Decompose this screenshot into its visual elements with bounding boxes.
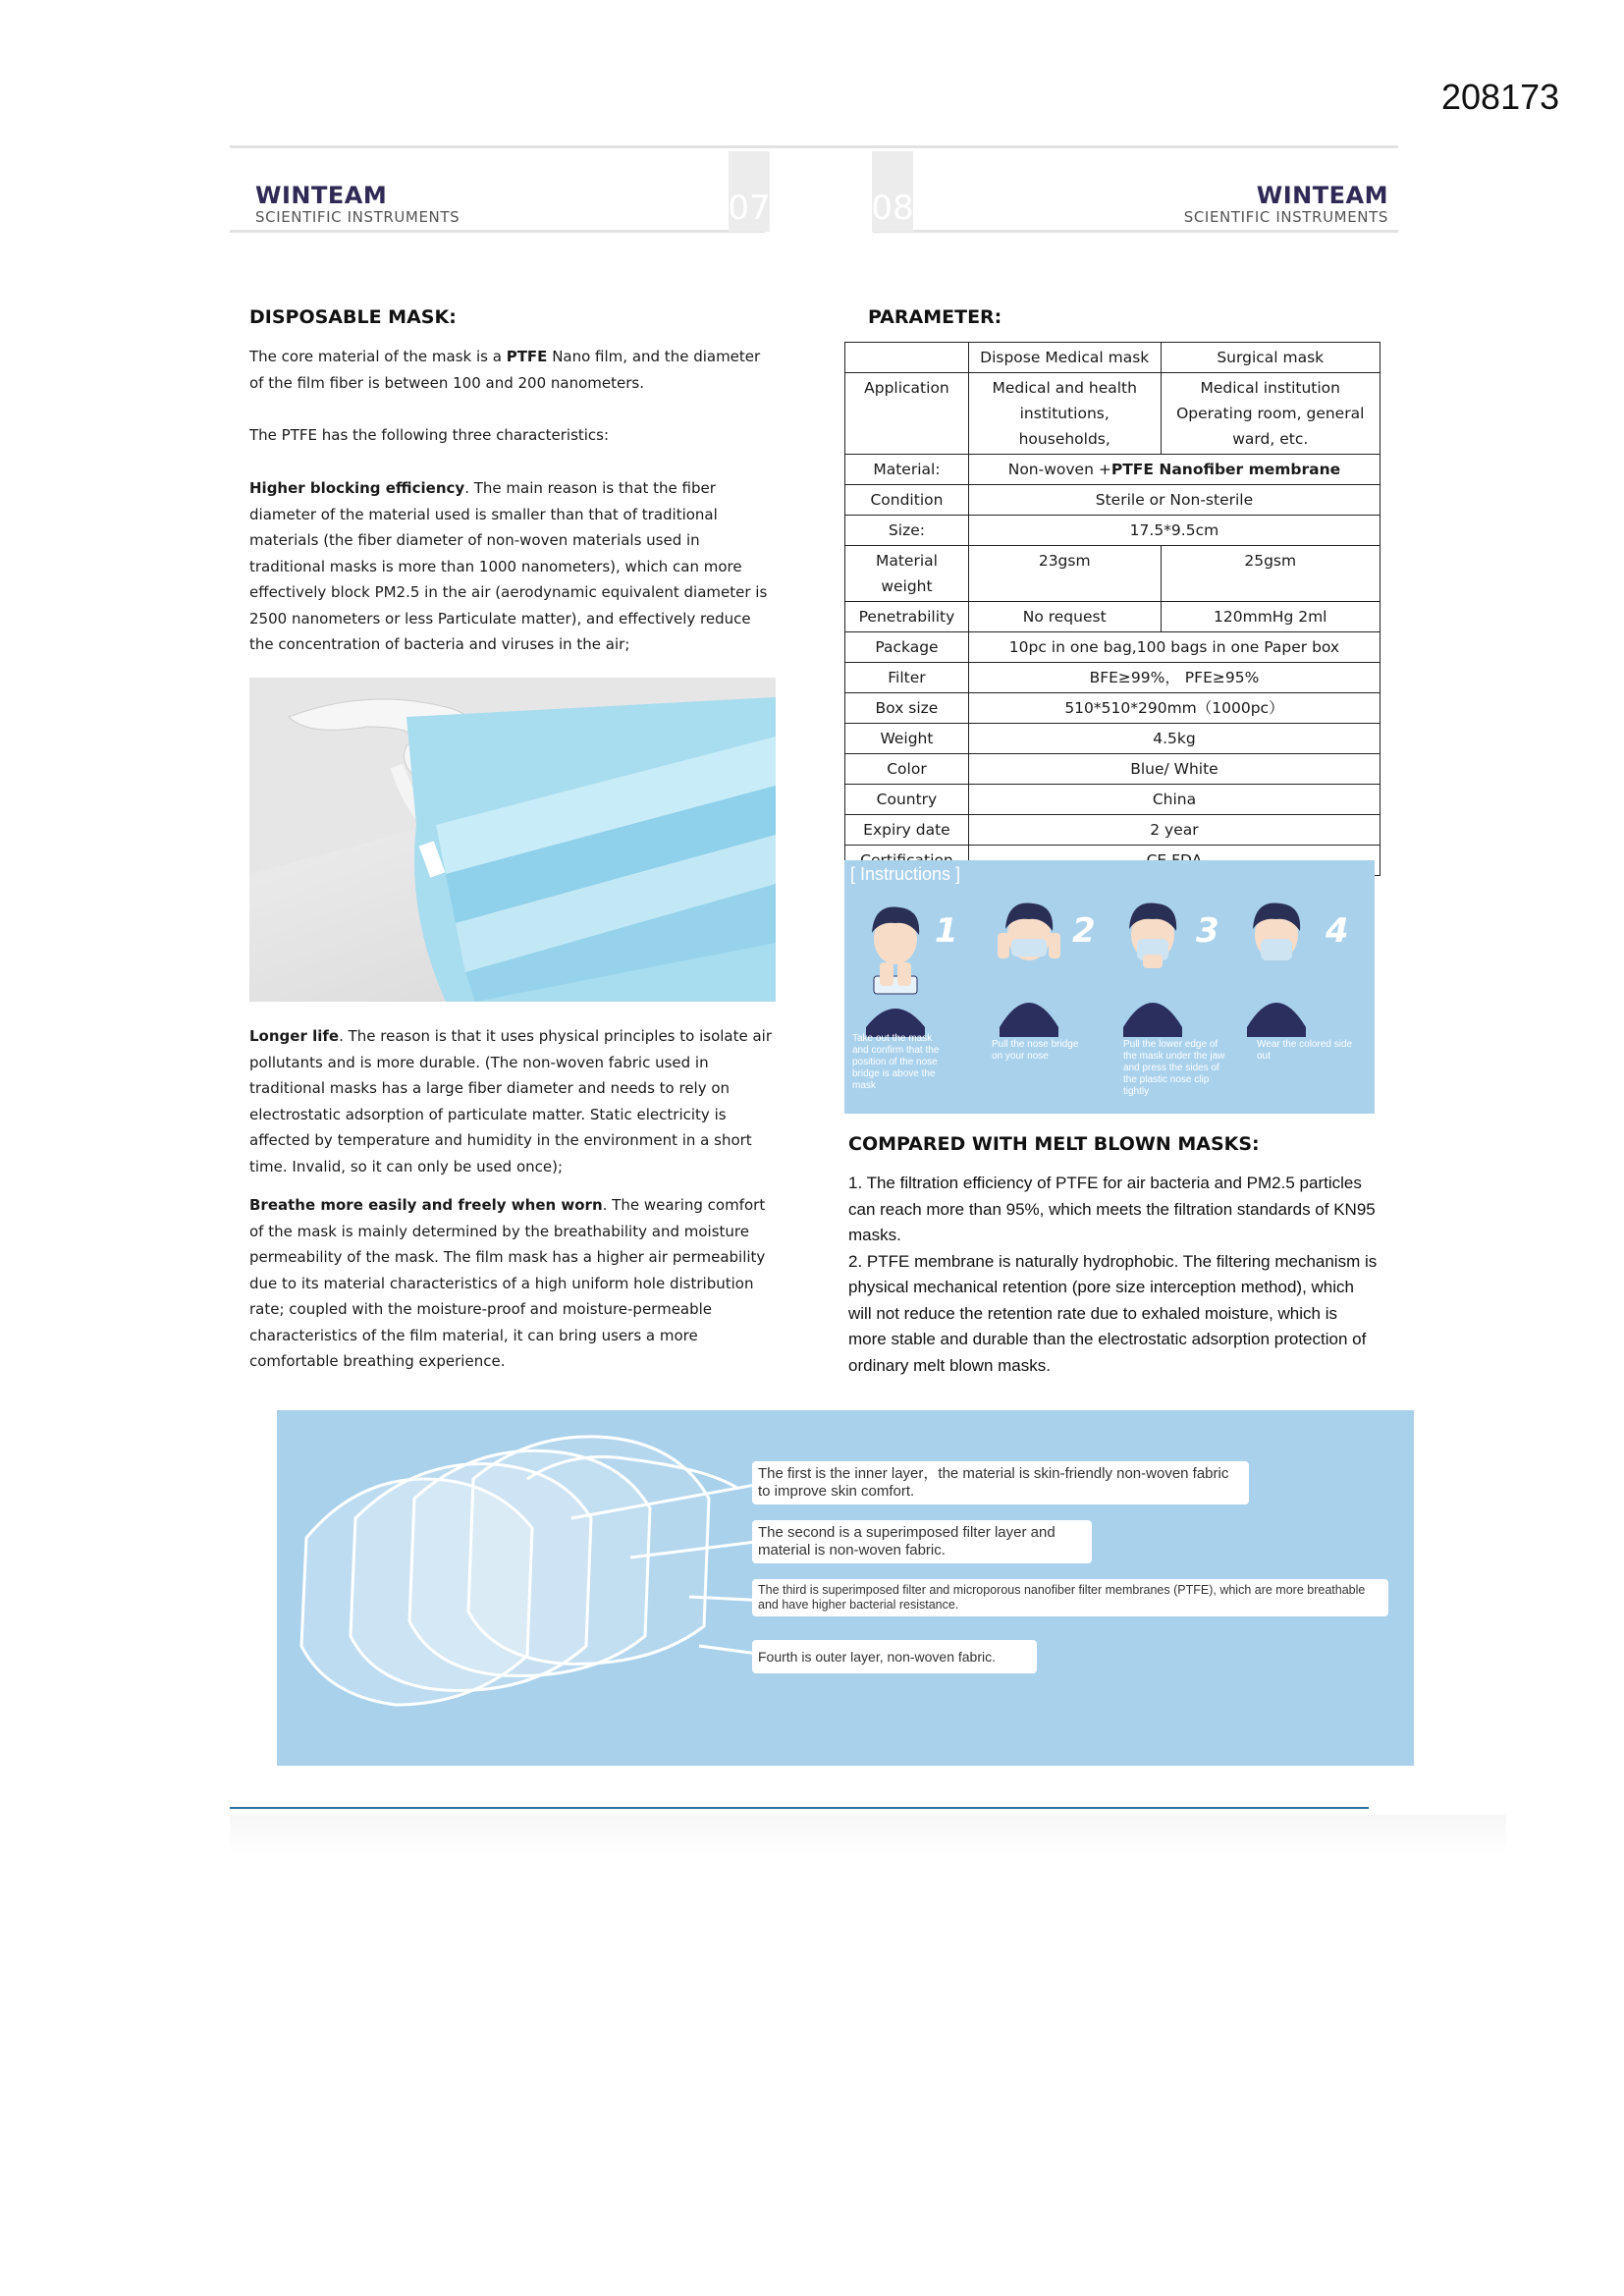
step-caption: Take out the mask and confirm that the position of the nose bridge is above the mask (852, 1033, 940, 1091)
brochure-spread (230, 145, 1416, 1870)
page-number-left: 07 (729, 151, 770, 232)
table-row (845, 815, 1380, 846)
table-cell: Material: (845, 455, 969, 485)
table-cell: Box size (845, 693, 969, 724)
table-cell: Surgical mask (1161, 343, 1380, 373)
compared-text (848, 1171, 1379, 1379)
table-cell: Dispose Medical mask (968, 343, 1161, 373)
bottom-rule (230, 1807, 1369, 1809)
table-cell: 10pc in one bag,100 bags in one Paper box (968, 632, 1380, 663)
instructions-panel (844, 860, 1375, 1114)
table-cell: 23gsm (968, 546, 1161, 602)
table-cell: Filter (845, 663, 969, 693)
step-caption: Pull the nose bridge on your nose (992, 1039, 1079, 1062)
table-cell: China (968, 785, 1380, 815)
table-row (845, 754, 1380, 785)
compared-heading: COMPARED WITH MELT BLOWN MASKS: (848, 1133, 1260, 1155)
table-cell: Penetrability (845, 602, 969, 632)
intro-text: The core material of the mask is a (249, 348, 507, 365)
layer-2-callout: The second is a superimposed filter layer and material is non-woven fabric. (752, 1520, 1092, 1563)
table-cell: Material weight (845, 546, 969, 602)
parameter-table (844, 342, 1380, 876)
person-figure-4 (1247, 903, 1306, 1037)
table-cell: Medical institution Operating room, general ward, etc. (1161, 373, 1380, 455)
person-figure-2 (998, 903, 1060, 1037)
paragraph-bold-lead: Breathe more easily and freely when worn (249, 1196, 603, 1214)
table-cell: 2 year (968, 815, 1380, 846)
person-figure-3 (1123, 903, 1182, 1037)
table-row (845, 485, 1380, 516)
table-cell: Expiry date (845, 815, 969, 846)
paragraph-bold-lead: Longer life (249, 1027, 340, 1045)
table-cell: Application (845, 373, 969, 455)
table-cell: Color (845, 754, 969, 785)
longer-life-paragraph (249, 1023, 776, 1179)
table-cell: Size: (845, 516, 969, 546)
page-number-right: 08 (872, 151, 913, 232)
compared-point-1: 1. The filtration efficiency of PTFE for air bacteria and PM2.5 particles can reach more than 95%, which meets the filtration standards of KN95 masks. (848, 1174, 1376, 1244)
table-cell: Country (845, 785, 969, 815)
step-number: 4 (1326, 911, 1349, 951)
table-row (845, 343, 1380, 373)
disposable-mask-heading: DISPOSABLE MASK: (249, 306, 457, 328)
table-cell: 25gsm (1161, 546, 1380, 602)
top-rule (230, 145, 1398, 148)
mask-photo-illustration (249, 678, 776, 1002)
table-row (845, 785, 1380, 815)
table-row (845, 516, 1380, 546)
brand-subtitle: SCIENTIFIC INSTRUMENTS (255, 208, 460, 226)
document-number: 208173 (1441, 77, 1560, 117)
step-number: 1 (935, 911, 958, 951)
person-figure-1 (866, 907, 925, 1037)
table-cell: Sterile or Non-sterile (968, 485, 1380, 516)
table-cell: Weight (845, 724, 969, 754)
paragraph-text: . The main reason is that the fiber diameter of the material used is smaller than that of traditional materials (the fiber diameter of non-woven materials used in traditional masks is more than 1000 nanometers), which can more effectively block PM2.5 in the air (aerodynamic equivalent diameter is 2500 nanometers or less Particulate matter), and effectively reduce the concentration of bacteria and viruses in the air; (249, 479, 768, 653)
table-cell: Condition (845, 485, 969, 516)
intro-text-end: Nano film, and the diameter of the film fiber is between 100 and 200 nanometers. (249, 348, 761, 392)
step-number: 2 (1072, 911, 1096, 951)
table-row (845, 632, 1380, 663)
table-cell: Medical and health institutions, households, (968, 373, 1161, 455)
compared-point-2: 2. PTFE membrane is naturally hydrophobic. The filtering mechanism is physical mechanical retention (pore size interception method), which will not reduce the retention rate due to exhaled moisture, which is more stable and durable than the electrostatic adsorption protection of ordinary melt blown masks. (848, 1251, 1378, 1375)
brand-right (1113, 183, 1388, 226)
mask-photo (249, 678, 776, 1002)
step-number: 3 (1196, 911, 1219, 951)
material-bold: PTFE Nanofiber membrane (1110, 461, 1341, 478)
breathe-paragraph (249, 1192, 776, 1375)
table-cell (968, 455, 1380, 485)
instructions-title: [ Instructions ] (850, 864, 961, 884)
paragraph-bold-lead: Higher blocking efficiency (249, 479, 465, 497)
table-cell: 4.5kg (968, 724, 1380, 754)
table-cell: Package (845, 632, 969, 663)
intro-paragraph (249, 344, 776, 396)
blocking-efficiency-paragraph (249, 475, 776, 658)
step-caption: Pull the lower edge of the mask under the jaw and press the sides of the plastic nose clip tightly (1123, 1039, 1225, 1097)
table-row (845, 373, 1380, 455)
table-row (845, 724, 1380, 754)
table-row (845, 602, 1380, 632)
table-row (845, 455, 1380, 485)
table-cell: BFE≥99%， PFE≥95% (968, 663, 1380, 693)
header-rule-right (873, 230, 1398, 233)
intro-bold: PTFE (506, 348, 548, 365)
table-cell: 510*510*290mm（1000pc） (968, 693, 1380, 724)
table-cell: 17.5*9.5cm (968, 516, 1380, 546)
layer-1-callout: The first is the inner layer，the material is skin-friendly non-woven fabric to improve skin comfort. (752, 1461, 1249, 1504)
paragraph-text: . The wearing comfort of the mask is mainly determined by the breathability and moisture permeability of the mask. The film mask has a higher air permeability due to its material characteristics of a high uniform hole distribution rate; coupled with the moisture-proof and moisture-permeable characteristics of the film material, it can bring users a more comfortable breathing experience. (249, 1196, 766, 1370)
table-row (845, 546, 1380, 602)
material-text: Non-woven + (1007, 461, 1111, 478)
layer-4-callout: Fourth is outer layer, non-woven fabric. (752, 1640, 1037, 1673)
mask-layers-diagram (277, 1410, 1414, 1766)
brand-name: WINTEAM (255, 182, 388, 209)
table-cell: No request (968, 602, 1161, 632)
step-caption: Wear the colored side out (1257, 1039, 1353, 1062)
header-rule-left (230, 230, 765, 233)
paragraph-text: . The reason is that it uses physical principles to isolate air pollutants and is more durable. (The non-woven fabric used in traditional masks has a large fiber diameter and needs to rely on electrostatic adsorption of particulate matter. Static electricity is affected by temperature and humidity in the environment in a short time. Invalid, so it can only be used once); (249, 1027, 773, 1175)
brand-name: WINTEAM (1256, 182, 1388, 209)
table-row (845, 663, 1380, 693)
bottom-shadow (230, 1815, 1506, 1854)
characteristics-line: The PTFE has the following three characteristics: (249, 426, 610, 444)
table-cell: 120mmHg 2ml (1161, 602, 1380, 632)
brand-subtitle: SCIENTIFIC INSTRUMENTS (1183, 208, 1388, 226)
parameter-heading: PARAMETER: (868, 306, 1002, 328)
brand-left (255, 183, 460, 226)
layer-3-callout: The third is superimposed filter and microporous nanofiber filter membranes (PTFE), which are more breathable and have higher bacterial resistance. (752, 1579, 1388, 1616)
table-cell: Blue/ White (968, 754, 1380, 785)
table-row (845, 693, 1380, 724)
table-cell (845, 343, 969, 373)
